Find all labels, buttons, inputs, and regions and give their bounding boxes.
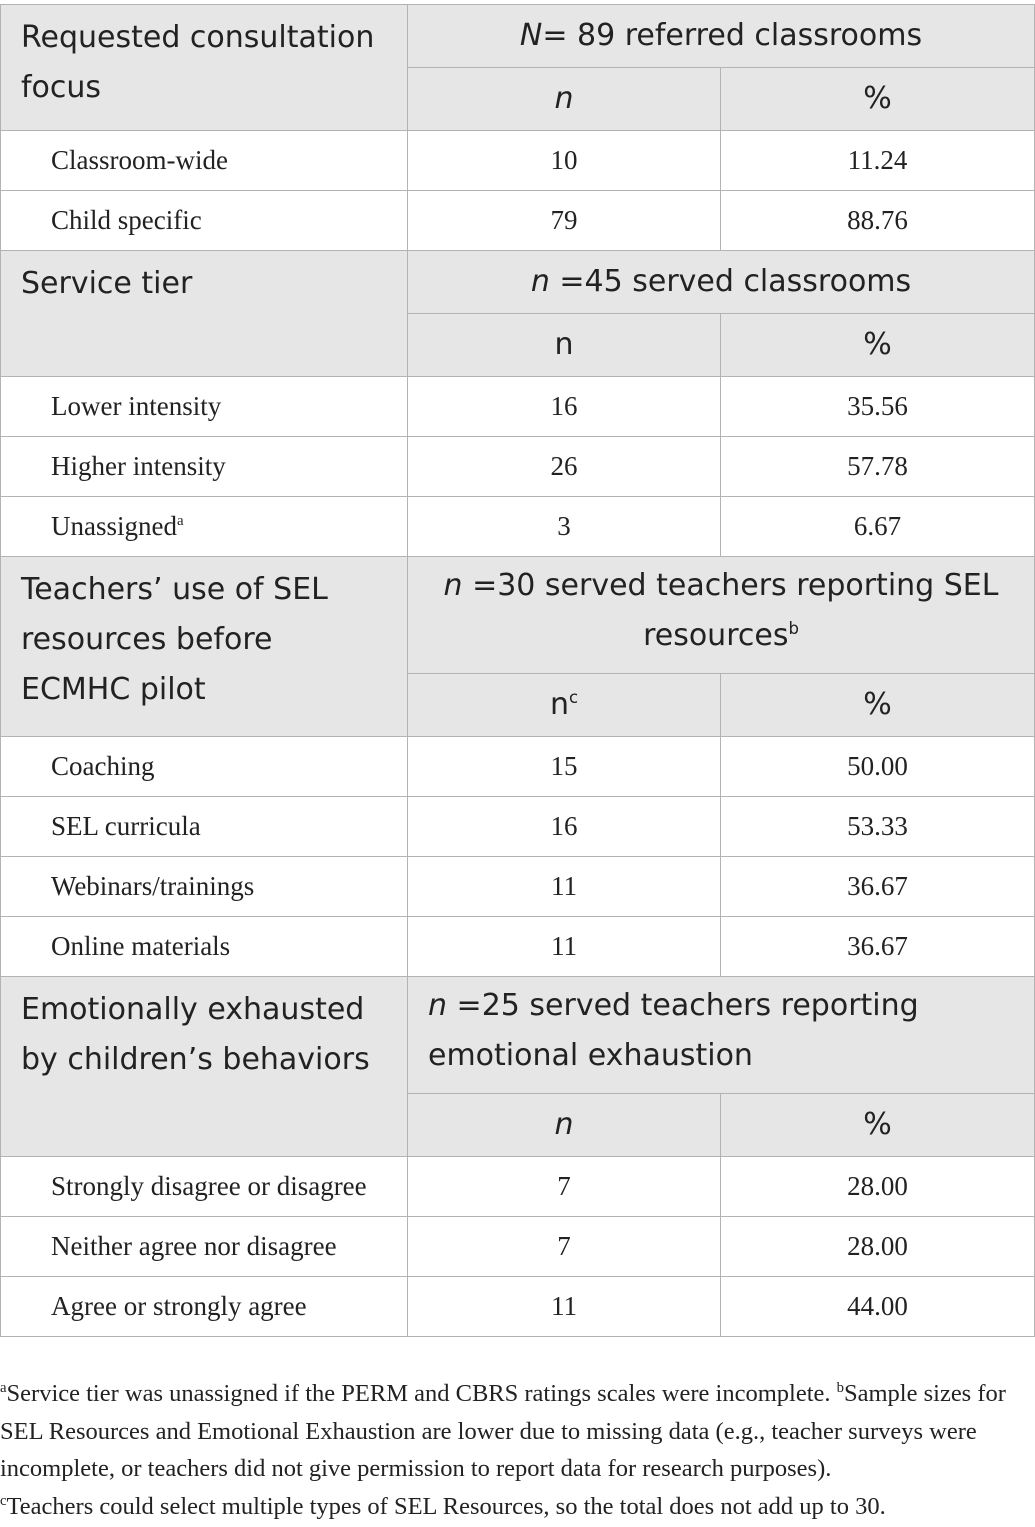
row-n: 26 <box>408 437 721 497</box>
footnote-mark: a <box>0 1379 7 1396</box>
footnote-mark: b <box>788 619 799 638</box>
row-pct: 28.00 <box>721 1157 1035 1217</box>
section-label: Teachers’ use of SEL resources before ECMHC pilot <box>1 557 408 737</box>
row-label: Agree or strongly agree <box>1 1277 408 1337</box>
row-n: 79 <box>408 191 721 251</box>
footnote-ab <box>0 1375 1034 1488</box>
row-label: Unassigned <box>51 511 177 541</box>
table-footnotes <box>0 1375 1034 1526</box>
sample-symbol: n <box>443 568 463 603</box>
row-label: Classroom-wide <box>1 131 408 191</box>
row-n: 10 <box>408 131 721 191</box>
table-row <box>1 1277 1035 1337</box>
col-pct-header: % <box>721 674 1035 737</box>
sample-text: = 89 referred classrooms <box>542 18 923 53</box>
row-pct: 57.78 <box>721 437 1035 497</box>
section-sample-header <box>408 557 1035 674</box>
row-pct: 44.00 <box>721 1277 1035 1337</box>
row-label: SEL curricula <box>1 797 408 857</box>
section-label: Requested consultation focus <box>1 5 408 131</box>
table-row <box>1 857 1035 917</box>
section-label: Service tier <box>1 251 408 377</box>
row-label: Lower intensity <box>1 377 408 437</box>
col-n-label: n <box>549 687 569 722</box>
row-pct: 88.76 <box>721 191 1035 251</box>
section-header-row <box>1 251 1035 314</box>
table-row <box>1 797 1035 857</box>
row-n: 15 <box>408 737 721 797</box>
section-sample-header <box>408 251 1035 314</box>
col-n-header <box>408 674 721 737</box>
footnote-mark: c <box>0 1492 7 1509</box>
footnote-mark: a <box>176 513 184 529</box>
row-pct: 6.67 <box>721 497 1035 557</box>
table-row <box>1 917 1035 977</box>
table-row <box>1 377 1035 437</box>
sample-symbol: N <box>519 18 543 53</box>
row-pct: 50.00 <box>721 737 1035 797</box>
row-pct: 53.33 <box>721 797 1035 857</box>
table-row <box>1 191 1035 251</box>
footnote-mark: c <box>568 688 579 707</box>
row-n: 7 <box>408 1157 721 1217</box>
row-label: Coaching <box>1 737 408 797</box>
row-n: 16 <box>408 377 721 437</box>
row-n: 7 <box>408 1217 721 1277</box>
col-pct-header: % <box>721 314 1035 377</box>
section-header-row <box>1 977 1035 1094</box>
sample-symbol: n <box>530 264 550 299</box>
col-n-header <box>408 1094 721 1157</box>
row-pct: 11.24 <box>721 131 1035 191</box>
table-row <box>1 497 1035 557</box>
row-n: 16 <box>408 797 721 857</box>
footnote-a-text: Service tier was unassigned if the PERM and CBRS ratings scales were incomplete. <box>6 1380 831 1407</box>
section-sample-header <box>408 977 1035 1094</box>
row-pct: 36.67 <box>721 857 1035 917</box>
row-label: Webinars/trainings <box>1 857 408 917</box>
row-pct: 35.56 <box>721 377 1035 437</box>
row-pct: 36.67 <box>721 917 1035 977</box>
section-label: Emotionally exhausted by children’s behaviors <box>1 977 408 1157</box>
section-header-row <box>1 557 1035 674</box>
row-label-cell <box>1 497 408 557</box>
col-n-label: n <box>554 81 574 116</box>
footnote-b-text: Sample sizes for SEL Resources and Emotional Exhaustion are lower due to missing data (e.g., teacher surveys were incomplete, or teachers did not give permission to report data for research purposes). <box>0 1380 1006 1483</box>
col-n-header: n <box>408 314 721 377</box>
table-row <box>1 737 1035 797</box>
section-sample-header <box>408 5 1035 68</box>
row-label: Higher intensity <box>1 437 408 497</box>
table-row <box>1 1217 1035 1277</box>
sample-symbol: n <box>428 988 448 1023</box>
table-row <box>1 1157 1035 1217</box>
row-label: Strongly disagree or disagree <box>1 1157 408 1217</box>
row-n: 11 <box>408 857 721 917</box>
row-pct: 28.00 <box>721 1217 1035 1277</box>
col-n-label: n <box>554 1107 574 1142</box>
section-header-row <box>1 5 1035 68</box>
footnote-c-text: Teachers could select multiple types of SEL Resources, so the total does not add up to 30. <box>6 1493 886 1521</box>
sample-text: =25 served teachers reporting emotional exhaustion <box>428 988 919 1073</box>
data-table <box>0 4 1035 1337</box>
sample-text: =45 served classrooms <box>549 264 912 299</box>
sample-text: =30 served teachers reporting SEL resources <box>462 568 999 653</box>
footnote-c <box>0 1488 1034 1526</box>
row-n: 11 <box>408 1277 721 1337</box>
row-n: 11 <box>408 917 721 977</box>
table-row <box>1 131 1035 191</box>
row-n: 3 <box>408 497 721 557</box>
row-label: Online materials <box>1 917 408 977</box>
col-n-header <box>408 68 721 131</box>
col-pct-header: % <box>721 1094 1035 1157</box>
row-label: Neither agree nor disagree <box>1 1217 408 1277</box>
table-row <box>1 437 1035 497</box>
row-label: Child specific <box>1 191 408 251</box>
footnote-mark: b <box>836 1379 844 1396</box>
col-pct-header: % <box>721 68 1035 131</box>
